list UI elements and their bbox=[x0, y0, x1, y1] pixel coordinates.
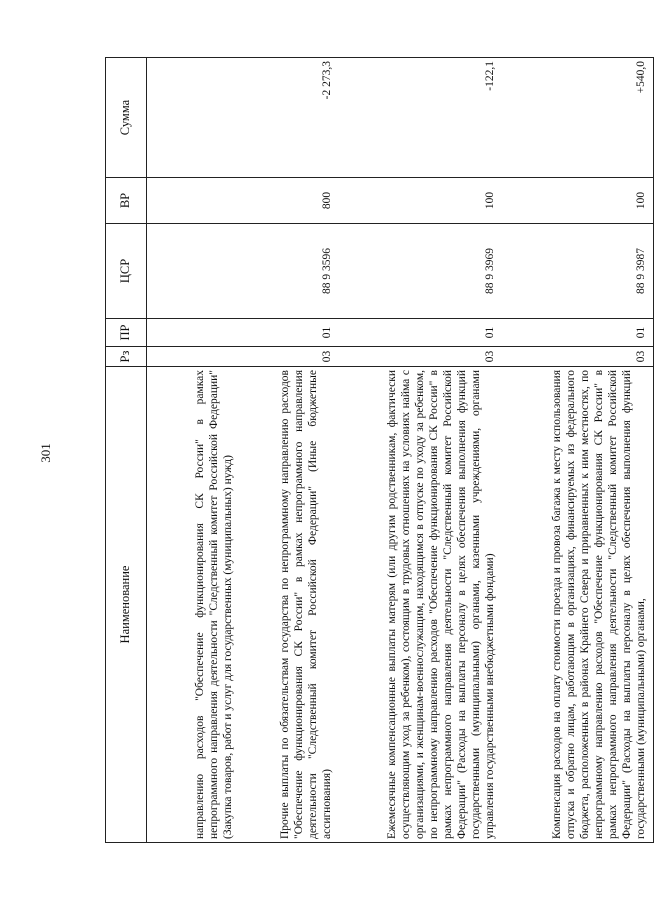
table-row bbox=[240, 58, 339, 843]
row-name: Прочие выплаты по обязательствам государства по непрограммному направлению расходов "Обеспечение функционирования СК России" в рамках непрограммного направления деятельности "Следственный комитет Российской Федерации" (Иные бюджетные ассигнования) bbox=[240, 367, 339, 843]
header-rz: Рз bbox=[106, 347, 147, 367]
budget-table bbox=[105, 57, 654, 843]
row-csr: 88 9 3969 bbox=[339, 224, 502, 319]
row-sum bbox=[147, 58, 241, 178]
table-row bbox=[147, 58, 241, 843]
header-csr: ЦСР bbox=[106, 224, 147, 319]
page-number: 301 bbox=[38, 443, 53, 463]
header-sum: Сумма bbox=[106, 58, 147, 178]
row-csr bbox=[147, 224, 241, 319]
row-rz bbox=[147, 347, 241, 367]
row-name: направлению расходов "Обеспечение функционирования СК России" в рамках непрограммного направления деятельности "Следственный комитет Российской Федерации" (Закупка товаров, работ и услуг для государственных (муниципальных) нужд) bbox=[147, 367, 241, 843]
row-sum: +540,0 bbox=[502, 58, 654, 178]
table-header-row bbox=[106, 58, 147, 843]
row-pr: 01 bbox=[240, 319, 339, 347]
table-row bbox=[339, 58, 502, 843]
row-pr: 01 bbox=[502, 319, 654, 347]
rotated-page-content bbox=[105, 58, 647, 843]
row-vr bbox=[147, 178, 241, 224]
row-csr: 88 9 3596 bbox=[240, 224, 339, 319]
row-sum: -122,1 bbox=[339, 58, 502, 178]
row-name: Компенсация расходов на оплату стоимости проезда и провоза багажа к месту использования отпуска и обратно лицам, работающим в организациях, финансируемых из федерального бюджета, расположенных в районах Крайнего Севера и приравненных к ним местностях, по непрограммному направлению расходов "Обеспечение функционирования СК России" в рамках непрограммного направления деятельности "Следственный комитет Российской Федерации" (Расходы на выплаты персоналу в целях обеспечения выполнения функций государственными (муниципальными) органами, bbox=[502, 367, 654, 843]
table-row bbox=[502, 58, 654, 843]
row-pr bbox=[147, 319, 241, 347]
row-pr: 01 bbox=[339, 319, 502, 347]
row-name: Ежемесячные компенсационные выплаты матерям (или другим родственникам, фактически осуществляющим уход за ребенком), состоящим в трудовых отношениях на условиях найма с организациями, и женщинам-военнослужащим, находящимся в отпуске по уходу за ребенком, по непрограммному направлению расходов "Обеспечение функционирования СК России" в рамках непрограммного направления деятельности "Следственный комитет Российской Федерации" (Расходы на выплаты персоналу в целях обеспечения выполнения функций государственными (муниципальными) органами, казенными учреждениями, органами управления государственными внебюджетными фондами) bbox=[339, 367, 502, 843]
row-rz: 03 bbox=[339, 347, 502, 367]
header-vr: ВР bbox=[106, 178, 147, 224]
row-rz: 03 bbox=[240, 347, 339, 367]
header-name: Наименование bbox=[106, 367, 147, 843]
row-vr: 100 bbox=[502, 178, 654, 224]
header-pr: ПР bbox=[106, 319, 147, 347]
row-vr: 800 bbox=[240, 178, 339, 224]
row-csr: 88 9 3987 bbox=[502, 224, 654, 319]
row-rz: 03 bbox=[502, 347, 654, 367]
row-vr: 100 bbox=[339, 178, 502, 224]
row-sum: -2 273,3 bbox=[240, 58, 339, 178]
